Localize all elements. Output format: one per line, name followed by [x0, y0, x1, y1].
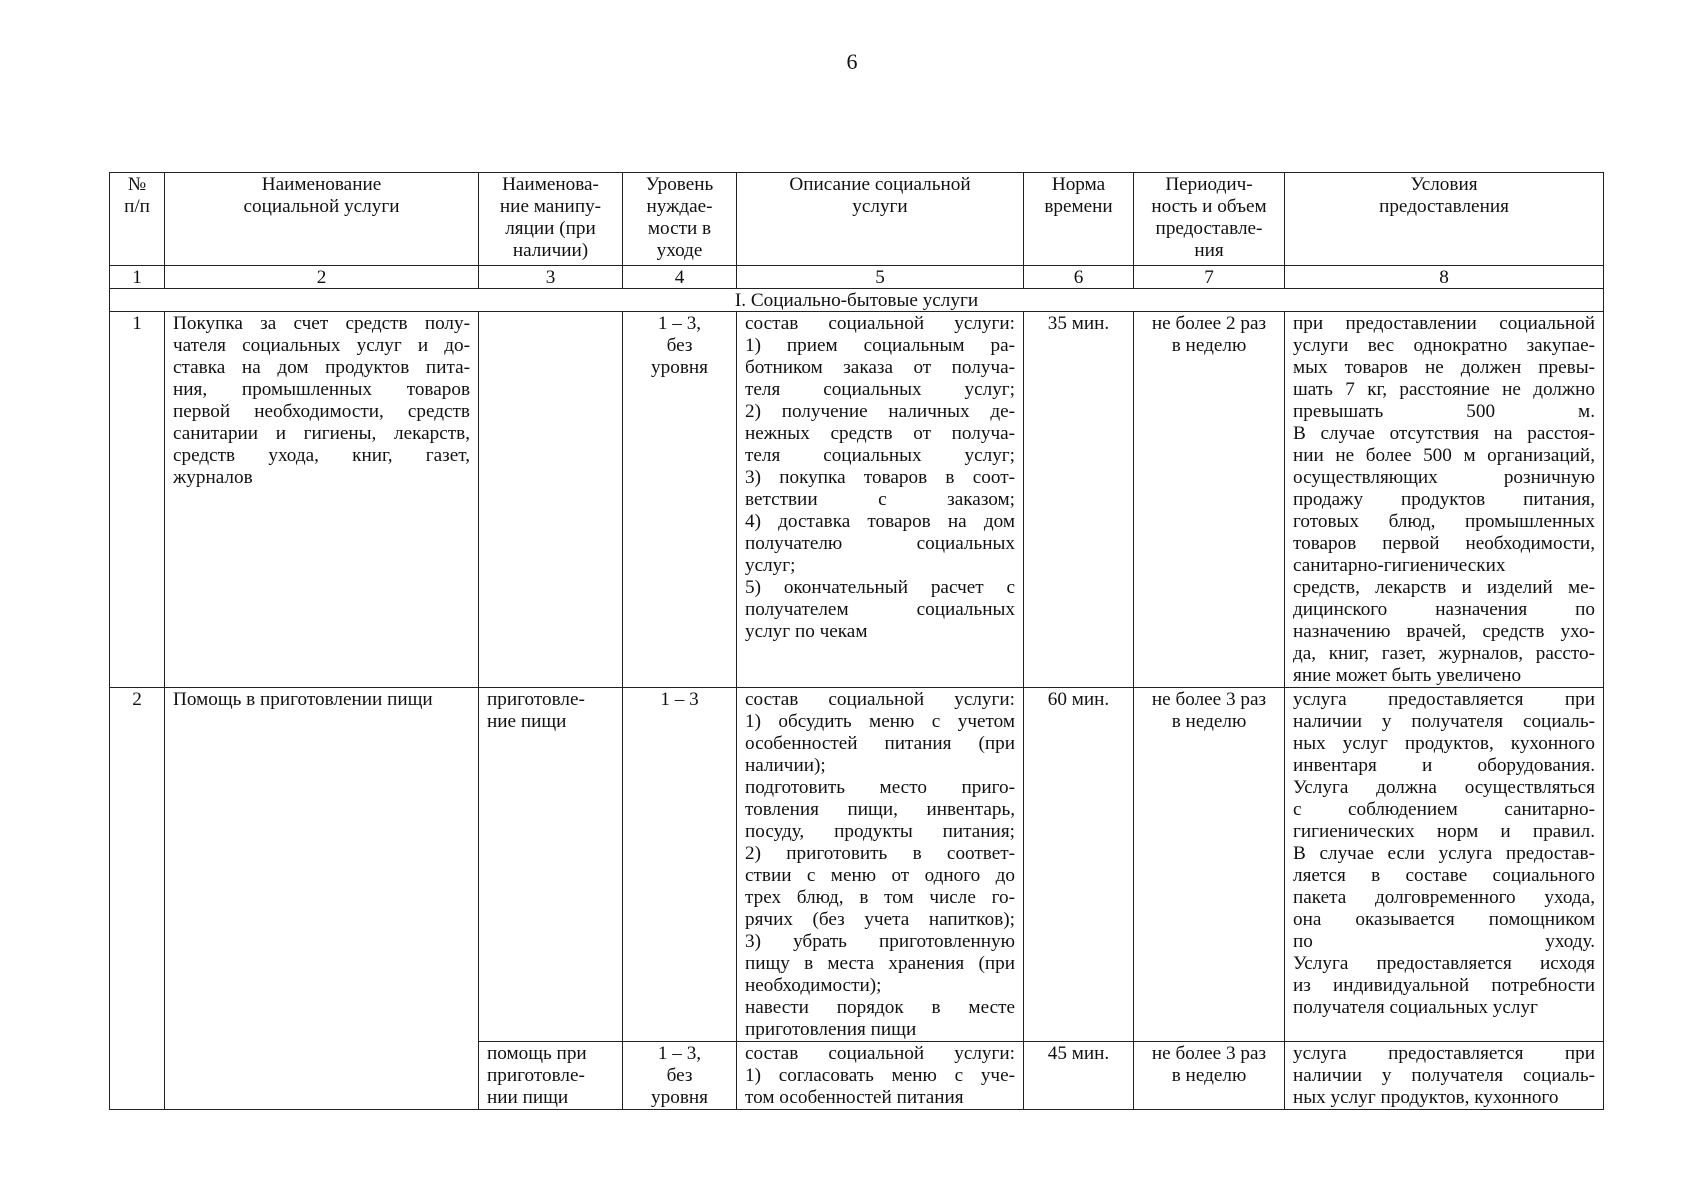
- periodicity: [1134, 312, 1285, 688]
- text-line: первой необходимости, средств: [173, 401, 470, 422]
- text-line: социальной услуги: [243, 196, 400, 217]
- text-line: мости в: [647, 218, 712, 239]
- text-line: наличии);: [745, 755, 826, 776]
- header-cell: [110, 173, 165, 266]
- row-number: 1: [110, 312, 165, 688]
- text-line: Наименование: [261, 174, 382, 195]
- need-level: [623, 688, 737, 1042]
- header-cell: [623, 173, 737, 266]
- section-title: I. Социально-бытовые услуги: [110, 289, 1604, 312]
- text-line: 1 – 3: [660, 689, 699, 710]
- service-description: [737, 312, 1024, 688]
- column-number: 4: [623, 266, 737, 289]
- text-line: получателя социальных услуг: [1293, 997, 1538, 1018]
- service-description: [737, 688, 1024, 1042]
- manipulation-name: [479, 1042, 623, 1110]
- text-line: ных услуг продуктов, кухонного: [1293, 733, 1595, 754]
- text-line: не более 3 раз: [1151, 689, 1267, 710]
- text-line: услуг по чекам: [745, 621, 868, 642]
- text-line: трех блюд, в том числе го-: [745, 887, 1015, 908]
- text-line: санитарии и гигиены, лекарств,: [173, 423, 470, 444]
- text-line: получателем социальных: [745, 599, 1015, 620]
- text-line: навести порядок в месте: [745, 997, 1015, 1018]
- text-line: ние пищи: [487, 711, 567, 732]
- text-line: ботником заказа от получа-: [745, 357, 1015, 378]
- text-line: получателю социальных: [745, 533, 1015, 554]
- text-line: №: [127, 174, 147, 195]
- text-line: ляется в составе социального: [1293, 865, 1595, 886]
- text-line: в неделю: [1171, 335, 1247, 356]
- text-line: 5) окончательный расчет с: [745, 577, 1015, 598]
- periodicity: [1134, 688, 1285, 1042]
- text-line: посуду, продукты питания;: [745, 821, 1015, 842]
- text-line: ния, промышленных товаров: [173, 379, 470, 400]
- text-line: без: [666, 335, 693, 356]
- text-line: мых товаров не должен превы-: [1293, 357, 1595, 378]
- services-table: [109, 172, 1604, 1110]
- text-line: В случае если услуга предостав-: [1293, 843, 1595, 864]
- text-line: шать 7 кг, расстояние не должно: [1293, 379, 1595, 400]
- text-line: Норма: [1051, 174, 1106, 195]
- header-cell: [479, 173, 623, 266]
- header-cell: [1134, 173, 1285, 266]
- text-line: Услуга предоставляется исходя: [1293, 953, 1595, 974]
- text-line: нежных средств от получа-: [745, 423, 1015, 444]
- text-line: журналов: [173, 467, 253, 488]
- text-line: п/п: [124, 196, 150, 217]
- text-line: ность и объем: [1151, 196, 1267, 217]
- text-line: 2) приготовить в соответ-: [745, 843, 1015, 864]
- text-line: наличии у получателя социаль-: [1293, 1065, 1595, 1086]
- text-line: превышать 500 м.: [1293, 401, 1595, 422]
- row-number: 2: [110, 688, 165, 1110]
- text-line: 3) убрать приготовленную: [745, 931, 1015, 952]
- text-line: наличии): [512, 240, 589, 261]
- text-line: Покупка за счет средств полу-: [173, 313, 470, 334]
- text-line: осуществляющих розничную: [1293, 467, 1595, 488]
- column-number: 7: [1134, 266, 1285, 289]
- column-number: 6: [1024, 266, 1134, 289]
- text-line: ния: [1194, 240, 1224, 261]
- text-line: чателя социальных услуг и до-: [173, 335, 470, 356]
- text-line: 1 – 3,: [657, 313, 702, 334]
- text-line: услуги: [852, 196, 908, 217]
- header-cell: [1285, 173, 1604, 266]
- text-line: состав социальной услуги:: [745, 689, 1015, 710]
- text-line: нуждае-: [646, 196, 713, 217]
- text-line: 3) покупка товаров в соот-: [745, 467, 1015, 488]
- text-line: уходе: [656, 240, 703, 261]
- text-line: 1 – 3,: [657, 1043, 702, 1064]
- column-number: 5: [737, 266, 1024, 289]
- text-line: Уровень: [645, 174, 714, 195]
- text-line: теля социальных услуг;: [745, 445, 1015, 466]
- header-cell: [165, 173, 479, 266]
- text-line: приготовле-: [487, 1065, 585, 1086]
- text-line: инвентаря и оборудования.: [1293, 755, 1595, 776]
- provision-conditions: [1285, 688, 1604, 1042]
- text-line: пакета долговременного ухода,: [1293, 887, 1595, 908]
- text-line: 4) доставка товаров на дом: [745, 511, 1015, 532]
- periodicity: [1134, 1042, 1285, 1110]
- text-line: уровня: [651, 1087, 708, 1108]
- text-line: дицинского назначения по: [1293, 599, 1595, 620]
- column-number: 3: [479, 266, 623, 289]
- provision-conditions: [1285, 312, 1604, 688]
- text-line: времени: [1044, 196, 1113, 217]
- need-level: [623, 1042, 737, 1110]
- text-line: в неделю: [1171, 711, 1247, 732]
- text-line: средств ухода, книг, газет,: [173, 445, 470, 466]
- text-line: приготовле-: [487, 689, 585, 710]
- time-norm: 60 мин.: [1024, 688, 1134, 1042]
- text-line: услуг;: [745, 555, 796, 576]
- text-line: подготовить место приго-: [745, 777, 1015, 798]
- text-line: из индивидуальной потребности: [1293, 975, 1595, 996]
- text-line: Наименова-: [502, 174, 599, 195]
- service-name: [165, 312, 479, 688]
- text-line: услуга предоставляется при: [1293, 1043, 1595, 1064]
- text-line: с соблюдением санитарно-: [1293, 799, 1595, 820]
- text-line: ляции (при: [505, 218, 596, 239]
- text-line: рячих (без учета напитков);: [745, 909, 1015, 930]
- text-line: в неделю: [1171, 1065, 1247, 1086]
- text-line: уровня: [651, 357, 708, 378]
- text-line: В случае отсутствия на расстоя-: [1293, 423, 1595, 444]
- text-line: яние может быть увеличено: [1293, 665, 1522, 686]
- text-line: нии пищи: [487, 1087, 569, 1108]
- service-description: [737, 1042, 1024, 1110]
- manipulation-name: [479, 312, 623, 688]
- text-line: товаров первой необходимости,: [1293, 533, 1595, 554]
- header-cell: [737, 173, 1024, 266]
- text-line: помощь при: [487, 1043, 587, 1064]
- text-line: состав социальной услуги:: [745, 1043, 1015, 1064]
- header-cell: [1024, 173, 1134, 266]
- text-line: продажу продуктов питания,: [1293, 489, 1595, 510]
- text-line: 1) прием социальным ра-: [745, 335, 1015, 356]
- text-line: ветствии с заказом;: [745, 489, 1015, 510]
- column-number: 1: [110, 266, 165, 289]
- text-line: предоставле-: [1155, 218, 1263, 239]
- text-line: готовых блюд, промышленных: [1293, 511, 1595, 532]
- text-line: необходимости);: [745, 975, 882, 996]
- text-line: ных услуг продуктов, кухонного: [1293, 1087, 1559, 1108]
- text-line: без: [666, 1065, 693, 1086]
- text-line: особенностей питания (при: [745, 733, 1015, 754]
- page-number: 6: [846, 49, 858, 74]
- column-number: 2: [165, 266, 479, 289]
- table-row: [110, 688, 1604, 1042]
- text-line: Периодич-: [1165, 174, 1253, 195]
- text-line: приготовления пищи: [745, 1019, 917, 1040]
- text-line: Услуга должна осуществляться: [1293, 777, 1595, 798]
- text-line: Помощь в приготовлении пищи: [173, 689, 433, 710]
- text-line: ставка на дом продуктов пита-: [173, 357, 470, 378]
- text-line: том особенностей питания: [745, 1087, 964, 1108]
- need-level: [623, 312, 737, 688]
- text-line: теля социальных услуг;: [745, 379, 1015, 400]
- text-line: не более 3 раз: [1151, 1043, 1267, 1064]
- text-line: 1) обсудить меню с учетом: [745, 711, 1015, 732]
- text-line: да, книг, газет, журналов, рассто-: [1293, 643, 1595, 664]
- time-norm: 45 мин.: [1024, 1042, 1134, 1110]
- text-line: Условия: [1410, 174, 1478, 195]
- text-line: ние манипу-: [499, 196, 602, 217]
- text-line: нии не более 500 м организаций,: [1293, 445, 1595, 466]
- text-line: по уходу.: [1293, 931, 1595, 952]
- text-line: состав социальной услуги:: [745, 313, 1015, 334]
- text-line: пищу в места хранения (при: [745, 953, 1015, 974]
- manipulation-name: [479, 688, 623, 1042]
- time-norm: 35 мин.: [1024, 312, 1134, 688]
- text-line: услуги вес однократно закупае-: [1293, 335, 1595, 356]
- table-header-row: [110, 173, 1604, 266]
- text-line: Описание социальной: [789, 174, 971, 195]
- column-number-row: [110, 266, 1604, 289]
- text-line: 1) согласовать меню с уче-: [745, 1065, 1015, 1086]
- text-line: средств, лекарств и изделий ме-: [1293, 577, 1595, 598]
- provision-conditions: [1285, 1042, 1604, 1110]
- text-line: 2) получение наличных де-: [745, 401, 1015, 422]
- text-line: назначению врачей, средств ухо-: [1293, 621, 1595, 642]
- text-line: она оказывается помощником: [1293, 909, 1595, 930]
- text-line: наличии у получателя социаль-: [1293, 711, 1595, 732]
- text-line: товления пищи, инвентарь,: [745, 799, 1015, 820]
- service-name: [165, 688, 479, 1110]
- text-line: услуга предоставляется при: [1293, 689, 1595, 710]
- column-number: 8: [1285, 266, 1604, 289]
- text-line: предоставления: [1379, 196, 1509, 217]
- text-line: гигиенических норм и правил.: [1293, 821, 1595, 842]
- text-line: не более 2 раз: [1151, 313, 1267, 334]
- text-line: санитарно-гигиенических: [1293, 555, 1506, 576]
- section-row: [110, 289, 1604, 312]
- text-line: ствии с меню от одного до: [745, 865, 1015, 886]
- table-row: [110, 312, 1604, 688]
- text-line: при предоставлении социальной: [1293, 313, 1595, 334]
